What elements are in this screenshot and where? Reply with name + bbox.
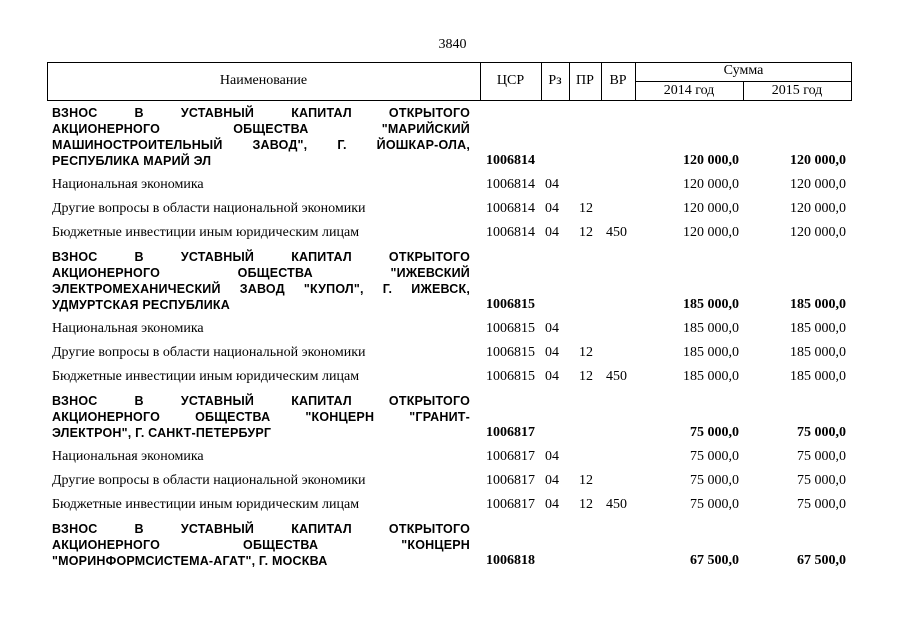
- vr-code: 450: [606, 497, 627, 512]
- sum-2015: 67 500,0: [797, 553, 846, 568]
- sum-2015: 120 000,0: [790, 225, 846, 240]
- csr-code: 1006817: [486, 425, 535, 440]
- rz-code: 04: [545, 497, 559, 512]
- pr-code: 12: [579, 473, 593, 488]
- title-line: ВЗНОС В УСТАВНЫЙ КАПИТАЛ ОТКРЫТОГО: [52, 394, 470, 408]
- pr-code: 12: [579, 225, 593, 240]
- sum-2014: 120 000,0: [683, 201, 739, 216]
- rz-code: 04: [545, 473, 559, 488]
- sum-2014: 75 000,0: [690, 473, 739, 488]
- table-row: [0, 177, 905, 195]
- row-name: Бюджетные инвестиции иным юридическим лицам: [52, 497, 360, 512]
- sum-2015: 120 000,0: [790, 153, 846, 168]
- sum-2014: 75 000,0: [690, 497, 739, 512]
- sum-2015: 75 000,0: [797, 449, 846, 464]
- section-total-row: [0, 425, 905, 443]
- sum-2014: 75 000,0: [690, 425, 739, 440]
- section-total-row: [0, 153, 905, 171]
- rz-code: 04: [545, 201, 559, 216]
- table-row: [0, 345, 905, 363]
- sum-2015: 185 000,0: [790, 297, 846, 312]
- csr-code: 1006817: [486, 473, 535, 488]
- csr-code: 1006817: [486, 449, 535, 464]
- csr-code: 1006815: [486, 345, 535, 360]
- vr-code: 450: [606, 225, 627, 240]
- rz-code: 04: [545, 449, 559, 464]
- section-total-row: [0, 297, 905, 315]
- sum-2015: 75 000,0: [797, 497, 846, 512]
- csr-code: 1006814: [486, 225, 535, 240]
- header-rz: Рз: [548, 73, 562, 88]
- sum-2014: 185 000,0: [683, 369, 739, 384]
- header-csr: ЦСР: [496, 73, 525, 88]
- sum-2014: 67 500,0: [690, 553, 739, 568]
- csr-code: 1006817: [486, 497, 535, 512]
- table-row: [0, 473, 905, 491]
- pr-code: 12: [579, 369, 593, 384]
- header-name: Наименование: [219, 73, 308, 88]
- row-name: Национальная экономика: [52, 177, 204, 192]
- header-2014: 2014 год: [663, 83, 715, 98]
- header-vr: ВР: [609, 73, 627, 88]
- sum-2015: 185 000,0: [790, 345, 846, 360]
- vr-code: 450: [606, 369, 627, 384]
- table-row: [0, 369, 905, 387]
- sum-2015: 185 000,0: [790, 321, 846, 336]
- csr-code: 1006814: [486, 201, 535, 216]
- title-line: ЭЛЕКТРОМЕХАНИЧЕСКИЙ ЗАВОД "КУПОЛ", Г. ИЖЕВСК,: [52, 282, 470, 296]
- row-name: Бюджетные инвестиции иным юридическим лицам: [52, 225, 360, 240]
- sum-2015: 75 000,0: [797, 425, 846, 440]
- header-2015: 2015 год: [771, 83, 823, 98]
- row-name: Национальная экономика: [52, 449, 204, 464]
- rz-code: 04: [545, 225, 559, 240]
- title-line: АКЦИОНЕРНОГО ОБЩЕСТВА "ИЖЕВСКИЙ: [52, 266, 470, 280]
- header-sum: Сумма: [723, 63, 764, 78]
- header-bottom-rule: [47, 100, 852, 101]
- rz-code: 04: [545, 345, 559, 360]
- table-row: [0, 321, 905, 339]
- csr-code: 1006815: [486, 321, 535, 336]
- sum-2015: 120 000,0: [790, 201, 846, 216]
- page-number: 3840: [438, 37, 467, 52]
- sum-2015: 185 000,0: [790, 369, 846, 384]
- csr-code: 1006815: [486, 369, 535, 384]
- csr-code: 1006814: [486, 177, 535, 192]
- title-line: "МОРИНФОРМСИСТЕМА-АГАТ", Г. МОСКВА: [52, 554, 328, 568]
- section-total-row: [0, 553, 905, 571]
- row-name: Бюджетные инвестиции иным юридическим лицам: [52, 369, 360, 384]
- sum-2014: 120 000,0: [683, 153, 739, 168]
- table-row: [0, 449, 905, 467]
- table-header: [47, 62, 852, 101]
- header-pr: ПР: [576, 73, 594, 88]
- title-line: АКЦИОНЕРНОГО ОБЩЕСТВА "КОНЦЕРН "ГРАНИТ-: [52, 410, 470, 424]
- table-row: [0, 201, 905, 219]
- csr-code: 1006814: [486, 153, 535, 168]
- rz-code: 04: [545, 321, 559, 336]
- sum-2014: 185 000,0: [683, 321, 739, 336]
- sum-2015: 120 000,0: [790, 177, 846, 192]
- title-line: ВЗНОС В УСТАВНЫЙ КАПИТАЛ ОТКРЫТОГО: [52, 522, 470, 536]
- title-line: УДМУРТСКАЯ РЕСПУБЛИКА: [52, 298, 230, 312]
- rz-code: 04: [545, 369, 559, 384]
- rz-code: 04: [545, 177, 559, 192]
- sum-2014: 185 000,0: [683, 345, 739, 360]
- row-name: Другие вопросы в области национальной экономики: [52, 201, 366, 216]
- table-row: [0, 225, 905, 243]
- title-line: ВЗНОС В УСТАВНЫЙ КАПИТАЛ ОТКРЫТОГО: [52, 250, 470, 264]
- row-name: Национальная экономика: [52, 321, 204, 336]
- csr-code: 1006815: [486, 297, 535, 312]
- title-line: АКЦИОНЕРНОГО ОБЩЕСТВА "КОНЦЕРН: [52, 538, 470, 552]
- title-line: МАШИНОСТРОИТЕЛЬНЫЙ ЗАВОД", Г. ЙОШКАР-ОЛА,: [52, 138, 470, 152]
- title-line: ВЗНОС В УСТАВНЫЙ КАПИТАЛ ОТКРЫТОГО: [52, 106, 470, 120]
- row-name: Другие вопросы в области национальной экономики: [52, 345, 366, 360]
- pr-code: 12: [579, 497, 593, 512]
- sum-2014: 120 000,0: [683, 177, 739, 192]
- csr-code: 1006818: [486, 553, 535, 568]
- table-row: [0, 497, 905, 515]
- pr-code: 12: [579, 345, 593, 360]
- sum-2014: 185 000,0: [683, 297, 739, 312]
- pr-code: 12: [579, 201, 593, 216]
- sum-2014: 75 000,0: [690, 449, 739, 464]
- title-line: АКЦИОНЕРНОГО ОБЩЕСТВА "МАРИЙСКИЙ: [52, 122, 470, 136]
- sum-2015: 75 000,0: [797, 473, 846, 488]
- sum-2014: 120 000,0: [683, 225, 739, 240]
- title-line: РЕСПУБЛИКА МАРИЙ ЭЛ: [52, 154, 212, 168]
- row-name: Другие вопросы в области национальной экономики: [52, 473, 366, 488]
- title-line: ЭЛЕКТРОН", Г. САНКТ-ПЕТЕРБУРГ: [52, 426, 272, 440]
